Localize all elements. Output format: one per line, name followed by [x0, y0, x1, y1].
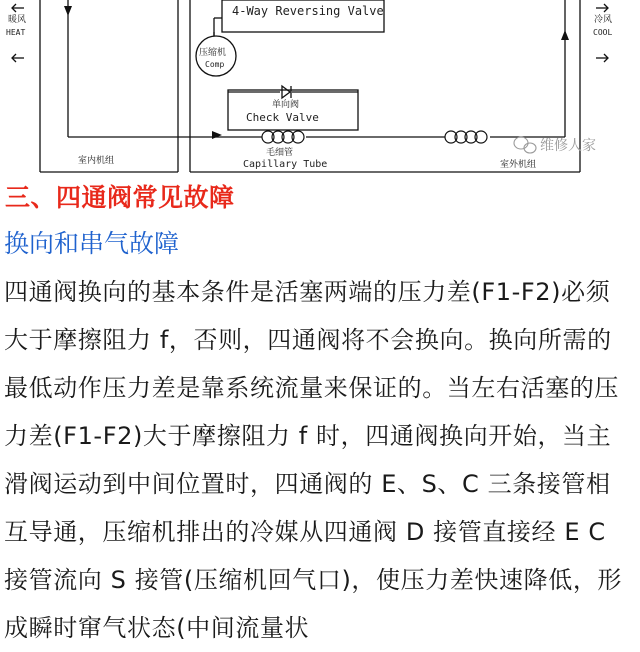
capillary-label-en: Capillary Tube [243, 159, 328, 170]
capillary-label-cn: 毛细管 [266, 148, 294, 158]
watermark-text: 维修人家 [540, 138, 596, 154]
cool-label-en: COOL [593, 28, 613, 37]
outdoor-coil-icon [445, 131, 487, 143]
heat-label-en: HEAT [6, 28, 26, 37]
cool-label-cn: 冷风 [594, 15, 613, 25]
body-paragraph: 四通阀换向的基本条件是活塞两端的压力差(F1-F2)必须大于摩擦阻力 f，否则，四通阀将不会换向。换向所需的最低动作压力差是靠系统流量来保证的。当左右活塞的压力差(F1-F2)大于摩擦阻力 f 时，四通阀换向开始，当主滑阀运动到中间位置时，四通阀的 E、S、C 三条接管相互导通，压缩机排出的冷媒从四通阀 D 接管直接经 E C 接管流向 S 接管(压缩机回气口)，使压力差快速降低，形成瞬时窜气状态(中间流量状 [4, 278, 623, 642]
capillary-coil-icon [262, 131, 304, 143]
check-valve-label-en: Check Valve [246, 111, 319, 124]
check-valve-label-cn: 单向阀 [272, 100, 300, 110]
compressor-label-cn: 压缩机 [199, 48, 227, 58]
wechat-icon [514, 137, 536, 153]
reversing-valve-label: 4-Way Reversing Valve [232, 4, 384, 18]
heat-label-cn: 暖风 [8, 15, 27, 25]
refrigeration-diagram [0, 0, 640, 178]
indoor-unit-label: 室内机组 [78, 156, 115, 166]
outdoor-unit-label: 室外机组 [500, 160, 537, 170]
section-heading: 三、四通阀常见故障 [5, 183, 235, 212]
sub-heading: 换向和串气故障 [4, 229, 180, 258]
compressor-label-en: Comp [205, 60, 225, 69]
